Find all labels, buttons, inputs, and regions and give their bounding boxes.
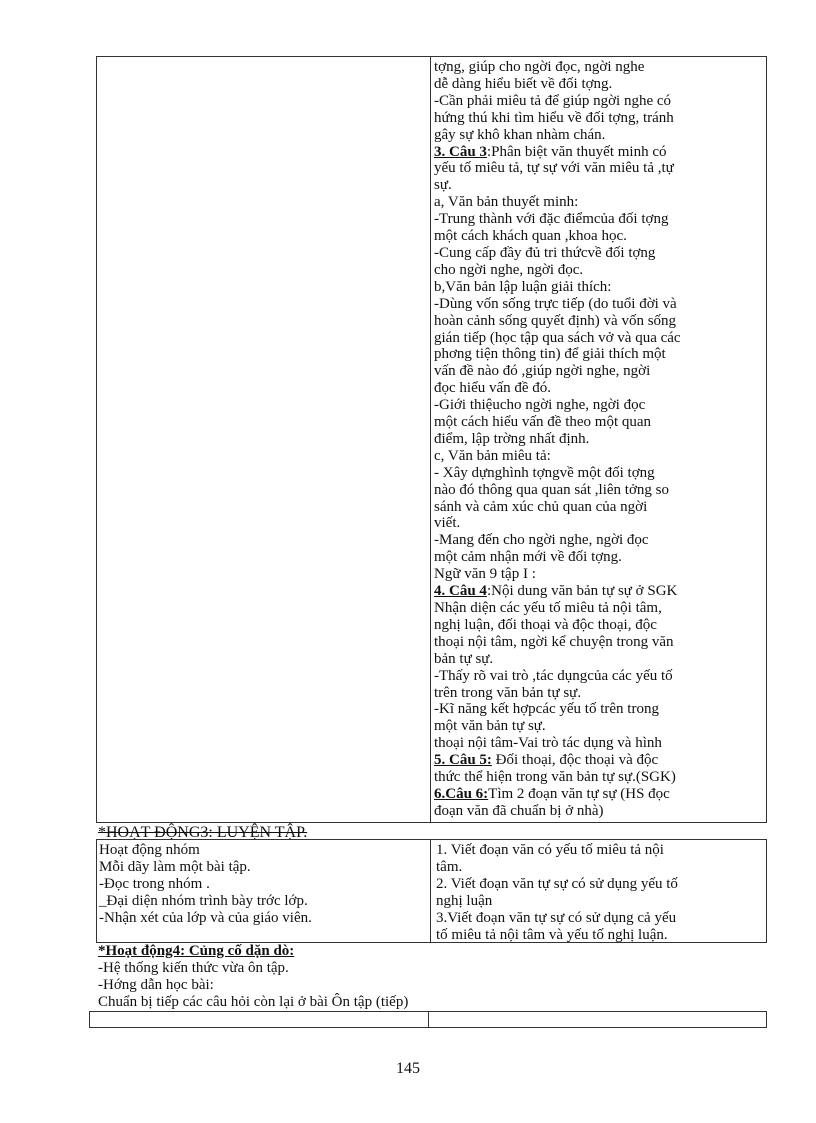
text-line: -Hớng dẫn học bài:: [98, 976, 214, 993]
text-line: _Đại diện nhóm trình bày trớc lớp.: [99, 892, 308, 909]
text-line: một cảm nhận mới về đối tợng.: [434, 549, 622, 566]
question-6-heading: 6.Câu 6:: [434, 785, 489, 802]
question-6-line: [434, 786, 752, 803]
text-line: đọc hiểu vấn đề đó.: [434, 380, 552, 397]
text-line: -Nhận xét của lớp và của giáo viên.: [99, 909, 312, 926]
text-line: dễ dàng hiểu biết về đối tợng.: [434, 75, 613, 92]
text-line: gián tiếp (học tập qua sách vở và qua các: [434, 329, 681, 346]
question-4-heading: 4. Câu 4: [434, 583, 487, 600]
upper-right-content: [434, 59, 752, 820]
text-line: -Cần phải miêu tả để giúp ngời nghe có: [434, 92, 672, 109]
question-5-heading: 5. Câu 5:: [434, 752, 492, 769]
text-line: tợng, giúp cho ngời đọc, ngời nghe: [434, 59, 645, 75]
text-line: -Cung cấp đầy đủ tri thứcvề đối tợng: [434, 244, 656, 261]
question-4-text: :Nội dung văn bản tự sự ở SGK: [486, 583, 678, 600]
text-line: Nhận diện các yếu tố miêu tả nội tâm,: [434, 600, 662, 616]
text-line: -Trung thành với đặc điểmcủa đối tợng: [434, 211, 669, 228]
activity-3-table-divider: [430, 839, 431, 943]
question-3-text: :Phân biệt văn thuyết minh có: [486, 143, 667, 160]
text-line: a, Văn bản thuyết minh:: [434, 194, 579, 211]
activity-4-section: [98, 943, 698, 1011]
text-line: c, Văn bản miêu tả:: [434, 447, 551, 464]
text-line: 1. Viết đoạn văn có yếu tố miêu tả nội: [436, 842, 664, 858]
text-line: -Giới thiệucho ngời nghe, ngời đọc: [434, 397, 646, 414]
text-line: vấn đề nào đó ,giúp ngời nghe, ngời: [434, 363, 651, 380]
text-line: -Kĩ năng kết hợpcác yếu tố trên trong: [434, 701, 659, 718]
text-line: cho ngời nghe, ngời đọc.: [434, 261, 584, 278]
bottom-table-divider: [428, 1011, 429, 1028]
text-line: một văn bản tự sự.: [434, 718, 546, 735]
text-line: -Hệ thống kiến thức vừa ôn tập.: [98, 959, 289, 976]
question-6-text: Tìm 2 đoạn văn tự sự (HS đọc: [488, 785, 670, 802]
question-5-text: Đối thoại, độc thoại và độc: [491, 752, 659, 769]
text-line: bản tự sự.: [434, 650, 494, 667]
text-line: một cách khách quan ,khoa học.: [434, 228, 627, 245]
text-line: tố miêu tả nội tâm và yếu tố nghị luận.: [436, 926, 668, 943]
activity-3-heading: *HOẠT ĐỘNG3: LUYỆN TẬP.: [98, 824, 308, 841]
text-line: -Đọc trong nhóm .: [99, 875, 210, 892]
text-line: nào đó thông qua quan sát ,liên tởng so: [434, 481, 669, 498]
text-line: phơng tiện thông tin) để giải thích một: [434, 346, 666, 363]
text-line: thức thể hiện trong văn bản tự sự.(SGK): [434, 769, 676, 786]
text-line: b,Văn bản lập luận giải thích:: [434, 278, 612, 295]
activity-4-heading: *Hoạt động4: Củng cố dặn dò:: [98, 943, 295, 959]
upper-table-divider: [430, 56, 431, 823]
text-line: gây sự khô khan nhàm chán.: [434, 126, 606, 143]
text-line: -Dùng vốn sống trực tiếp (do tuổi đời và: [434, 295, 677, 312]
text-line: yếu tố miêu tả, tự sự với văn miêu tả ,tự: [434, 160, 674, 177]
text-line: nghị luận: [436, 892, 493, 909]
question-3-line: [434, 144, 752, 161]
text-line: sự.: [434, 177, 452, 194]
page-number: 145: [396, 1060, 420, 1077]
text-line: Chuẩn bị tiếp các câu hỏi còn lại ở bài Ôn tập (tiếp): [98, 993, 409, 1010]
text-line: 2. Viết đoạn văn tự sự có sử dụng yếu tố: [436, 875, 678, 892]
question-5-line: [434, 752, 752, 769]
text-line: hoàn cảnh sống quyết định) và vốn sống: [434, 312, 677, 329]
text-line: Mỗi dãy làm một bài tập.: [99, 858, 251, 875]
text-line: điểm, lập trờng nhất định.: [434, 430, 590, 447]
text-line: một cách hiểu vấn đề theo một quan: [434, 414, 652, 431]
text-line: đoạn văn đã chuẩn bị ở nhà): [434, 802, 604, 819]
text-line: Hoạt động nhóm: [99, 842, 200, 858]
text-line: thoại nội tâm-Vai trò tác dụng và hình: [434, 735, 662, 752]
text-line: trên trong văn bản tự sự.: [434, 684, 582, 701]
text-line: - Xây dựnghình tợngvề một đối tợng: [434, 464, 655, 481]
activity-3-left: [99, 842, 427, 927]
question-4-line: [434, 583, 752, 600]
text-line: Ngữ văn 9 tập I :: [434, 566, 536, 583]
text-line: 3.Viết đoạn văn tự sự có sử dụng cả yếu: [436, 909, 677, 926]
text-line: tâm.: [436, 858, 463, 875]
text-line: -Thấy rõ vai trò ,tác dụngcủa các yếu tố: [434, 667, 673, 684]
text-line: hứng thú khi tìm hiểu về đối tợng, tránh: [434, 109, 674, 126]
text-line: thoại nội tâm, ngời kể chuyện trong văn: [434, 633, 674, 650]
text-line: sánh và cảm xúc chủ quan của ngời: [434, 498, 648, 515]
text-line: nghị luận, đối thoại và độc thoại, độc: [434, 616, 657, 633]
text-line: viết.: [434, 515, 461, 532]
text-line: -Mang đến cho ngời nghe, ngời đọc: [434, 532, 649, 549]
question-3-heading: 3. Câu 3: [434, 143, 487, 160]
activity-3-right: [436, 842, 756, 943]
